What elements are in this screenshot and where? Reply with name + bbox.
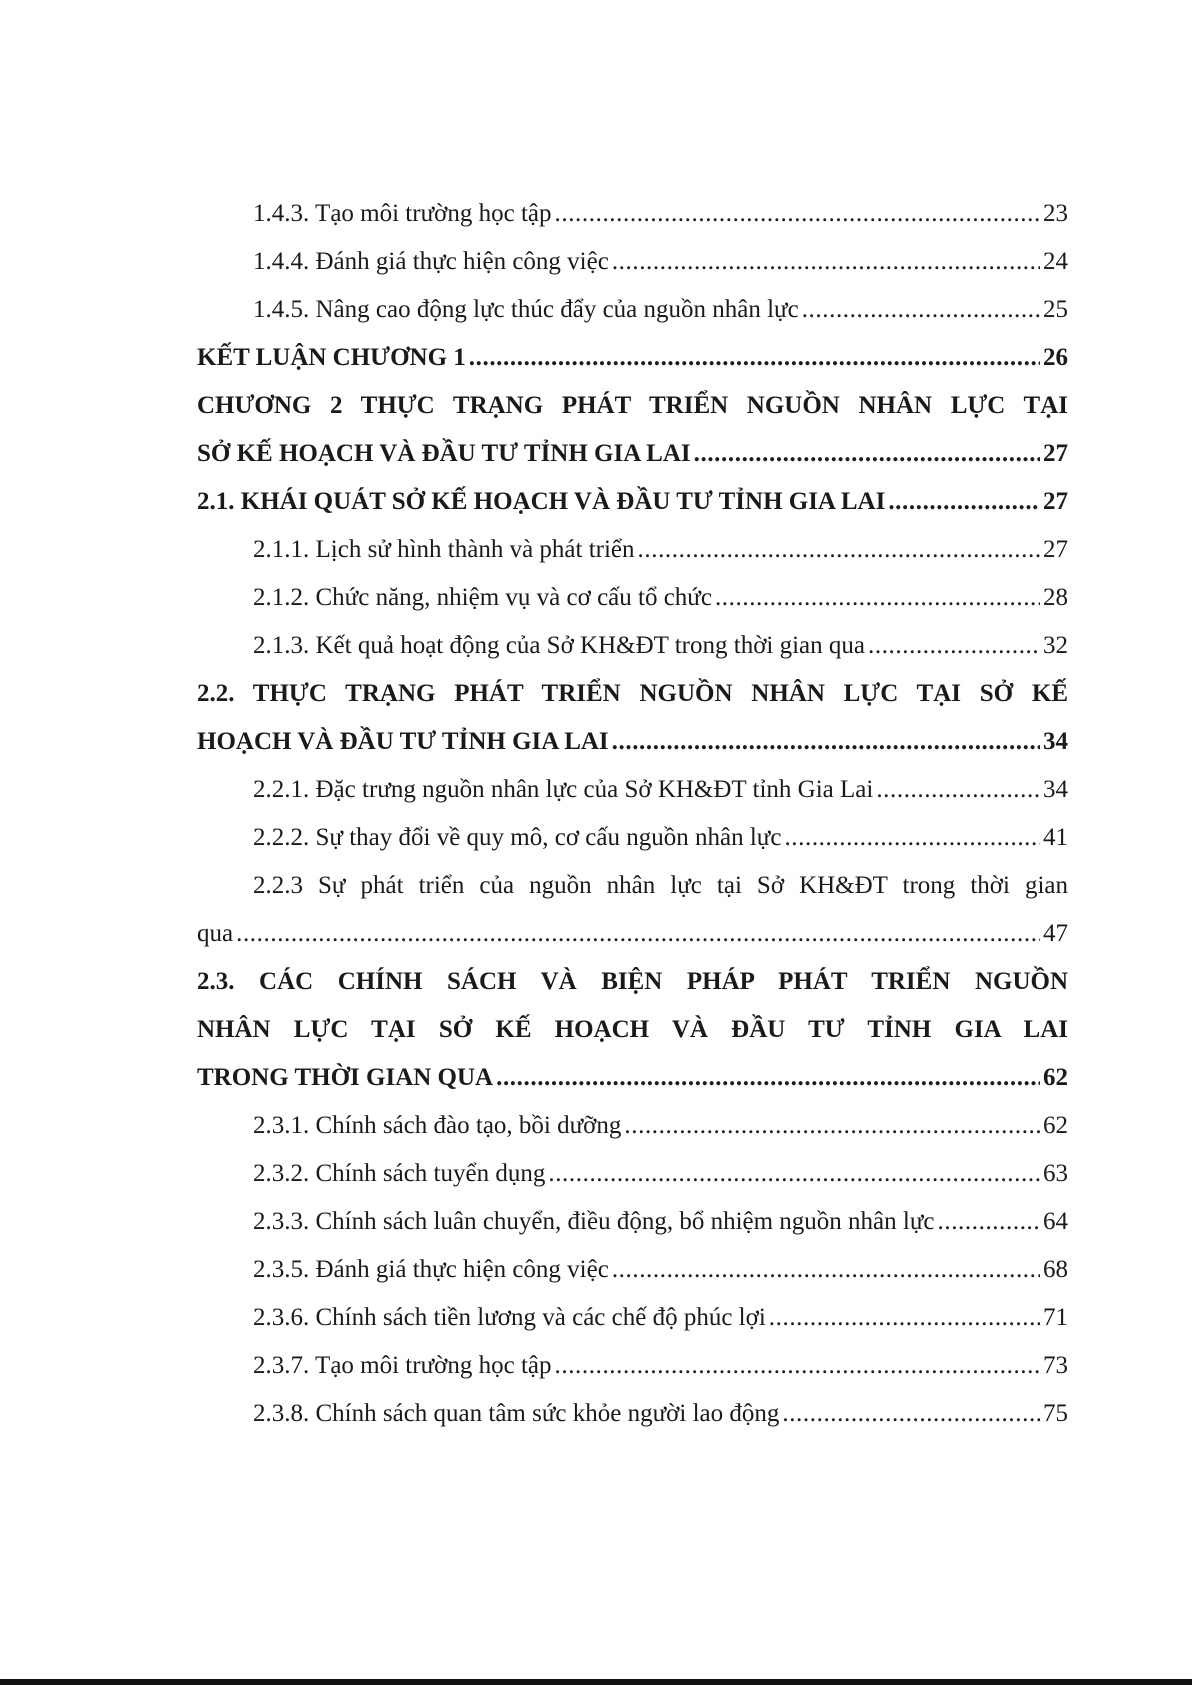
toc-entry-label: 2.3.3. Chính sách luân chuyển, điều động, bổ nhiệm nguồn nhân lực <box>253 1208 935 1235</box>
toc-entry-page: 71 <box>1043 1304 1068 1331</box>
toc-entry-page: 62 <box>1043 1112 1068 1139</box>
dot-leader <box>715 574 1040 622</box>
toc-entry[interactable] <box>197 1102 1068 1150</box>
toc-entry[interactable] <box>197 526 1068 574</box>
dot-leader <box>236 910 1040 958</box>
toc-entry-page: 75 <box>1043 1400 1068 1427</box>
toc-entry-label: SỞ KẾ HOẠCH VÀ ĐẦU TƯ TỈNH GIA LAI <box>197 440 691 467</box>
dot-leader <box>612 1246 1040 1294</box>
dot-leader <box>769 1294 1040 1342</box>
bottom-edge-bar <box>0 1679 1192 1685</box>
toc-entry-section[interactable] <box>197 1054 1068 1102</box>
dot-leader <box>548 1150 1040 1198</box>
toc-entry[interactable] <box>197 190 1068 238</box>
dot-leader <box>868 622 1040 670</box>
dot-leader <box>694 430 1040 478</box>
dot-leader <box>555 1342 1041 1390</box>
toc-entry[interactable] <box>197 622 1068 670</box>
toc-entry-line: 2.3. CÁC CHÍNH SÁCH VÀ BIỆN PHÁP PHÁT TRIỂN NGUỒN <box>197 968 1068 995</box>
toc-entry[interactable] <box>197 1342 1068 1390</box>
toc-entry-page: 28 <box>1043 584 1068 611</box>
toc-entry-line: NHÂN LỰC TẠI SỞ KẾ HOẠCH VÀ ĐẦU TƯ TỈNH GIA LAI <box>197 1016 1068 1043</box>
toc-entry-label: 1.4.4. Đánh giá thực hiện công việc <box>253 248 609 275</box>
toc-entry-section[interactable] <box>197 718 1068 766</box>
toc-entry-section[interactable] <box>197 478 1068 526</box>
toc-entry[interactable] <box>197 766 1068 814</box>
toc-entry-page: 32 <box>1043 632 1068 659</box>
toc-entry-page: 23 <box>1043 200 1068 227</box>
toc-entry-page: 26 <box>1043 344 1068 371</box>
toc-entry-label: 1.4.5. Nâng cao động lực thúc đẩy của nguồn nhân lực <box>253 296 799 323</box>
dot-leader <box>876 766 1040 814</box>
toc-entry-label: 2.1.2. Chức năng, nhiệm vụ và cơ cấu tổ chức <box>253 584 712 611</box>
toc-entry-page: 27 <box>1043 536 1068 563</box>
toc-entry-line: 2.2. THỰC TRẠNG PHÁT TRIỂN NGUỒN NHÂN LỰC TẠI SỞ KẾ <box>197 680 1068 707</box>
toc-entry-label: 2.3.7. Tạo môi trường học tập <box>253 1352 552 1379</box>
toc-entry[interactable] <box>197 1198 1068 1246</box>
toc-entry-page: 63 <box>1043 1160 1068 1187</box>
dot-leader <box>612 238 1040 286</box>
toc-entry-label: KẾT LUẬN CHƯƠNG 1 <box>197 344 466 371</box>
dot-leader <box>469 334 1040 382</box>
toc-entry-label: qua <box>197 920 234 947</box>
toc-entry-page: 27 <box>1043 440 1068 467</box>
toc-entry-page: 25 <box>1043 296 1068 323</box>
toc-entry-page: 34 <box>1043 728 1068 755</box>
toc-entry-label: 2.1.1. Lịch sử hình thành và phát triển <box>253 536 635 563</box>
toc-entry-page: 68 <box>1043 1256 1068 1283</box>
toc-entry-label: 2.1. KHÁI QUÁT SỞ KẾ HOẠCH VÀ ĐẦU TƯ TỈNH GIA LAI <box>197 488 886 515</box>
toc-entry-line: 2.2.3 Sự phát triển của nguồn nhân lực tại Sở KH&ĐT trong thời gian <box>253 872 1068 899</box>
table-of-contents <box>197 190 1068 1438</box>
dot-leader <box>938 1198 1041 1246</box>
toc-entry-label: HOẠCH VÀ ĐẦU TƯ TỈNH GIA LAI <box>197 728 609 755</box>
toc-entry[interactable] <box>197 1150 1068 1198</box>
dot-leader <box>612 718 1040 766</box>
dot-leader <box>782 1390 1040 1438</box>
toc-entry[interactable] <box>197 814 1068 862</box>
toc-entry-line: CHƯƠNG 2 THỰC TRẠNG PHÁT TRIỂN NGUỒN NHÂN LỰC TẠI <box>197 392 1068 419</box>
toc-entry-page: 62 <box>1043 1064 1068 1091</box>
toc-entry-chapter[interactable] <box>197 334 1068 382</box>
toc-entry-label: 2.2.1. Đặc trưng nguồn nhân lực của Sở KH&ĐT tỉnh Gia Lai <box>253 776 874 803</box>
toc-entry[interactable] <box>197 1246 1068 1294</box>
toc-entry[interactable] <box>197 286 1068 334</box>
dot-leader <box>638 526 1040 574</box>
toc-entry-label: 2.3.6. Chính sách tiền lương và các chế độ phúc lợi <box>253 1304 766 1331</box>
dot-leader <box>888 478 1040 526</box>
toc-entry[interactable] <box>197 574 1068 622</box>
toc-entry-label: 2.3.2. Chính sách tuyển dụng <box>253 1160 546 1187</box>
toc-entry-label: 2.3.8. Chính sách quan tâm sức khỏe người lao động <box>253 1400 780 1427</box>
toc-entry-page: 34 <box>1043 776 1068 803</box>
toc-entry[interactable] <box>197 238 1068 286</box>
toc-entry-page: 41 <box>1043 824 1068 851</box>
dot-leader <box>496 1054 1040 1102</box>
toc-entry-page: 47 <box>1043 920 1068 947</box>
toc-entry-label: 2.3.1. Chính sách đào tạo, bồi dưỡng <box>253 1112 622 1139</box>
toc-entry-chapter[interactable] <box>197 430 1068 478</box>
toc-entry[interactable] <box>197 1294 1068 1342</box>
toc-entry-label: TRONG THỜI GIAN QUA <box>197 1064 494 1091</box>
toc-entry-page: 64 <box>1043 1208 1068 1235</box>
toc-entry-page: 27 <box>1043 488 1068 515</box>
toc-entry-label: 2.1.3. Kết quả hoạt động của Sở KH&ĐT trong thời gian qua <box>253 632 865 659</box>
toc-entry-page: 73 <box>1043 1352 1068 1379</box>
toc-entry-label: 2.2.2. Sự thay đổi về quy mô, cơ cấu nguồn nhân lực <box>253 824 782 851</box>
toc-entry[interactable] <box>197 910 1068 958</box>
dot-leader <box>555 190 1041 238</box>
dot-leader <box>624 1102 1040 1150</box>
dot-leader <box>784 814 1040 862</box>
toc-entry[interactable] <box>197 1390 1068 1438</box>
toc-entry-label: 2.3.5. Đánh giá thực hiện công việc <box>253 1256 609 1283</box>
dot-leader <box>802 286 1040 334</box>
toc-entry-label: 1.4.3. Tạo môi trường học tập <box>253 200 552 227</box>
toc-entry-page: 24 <box>1043 248 1068 275</box>
